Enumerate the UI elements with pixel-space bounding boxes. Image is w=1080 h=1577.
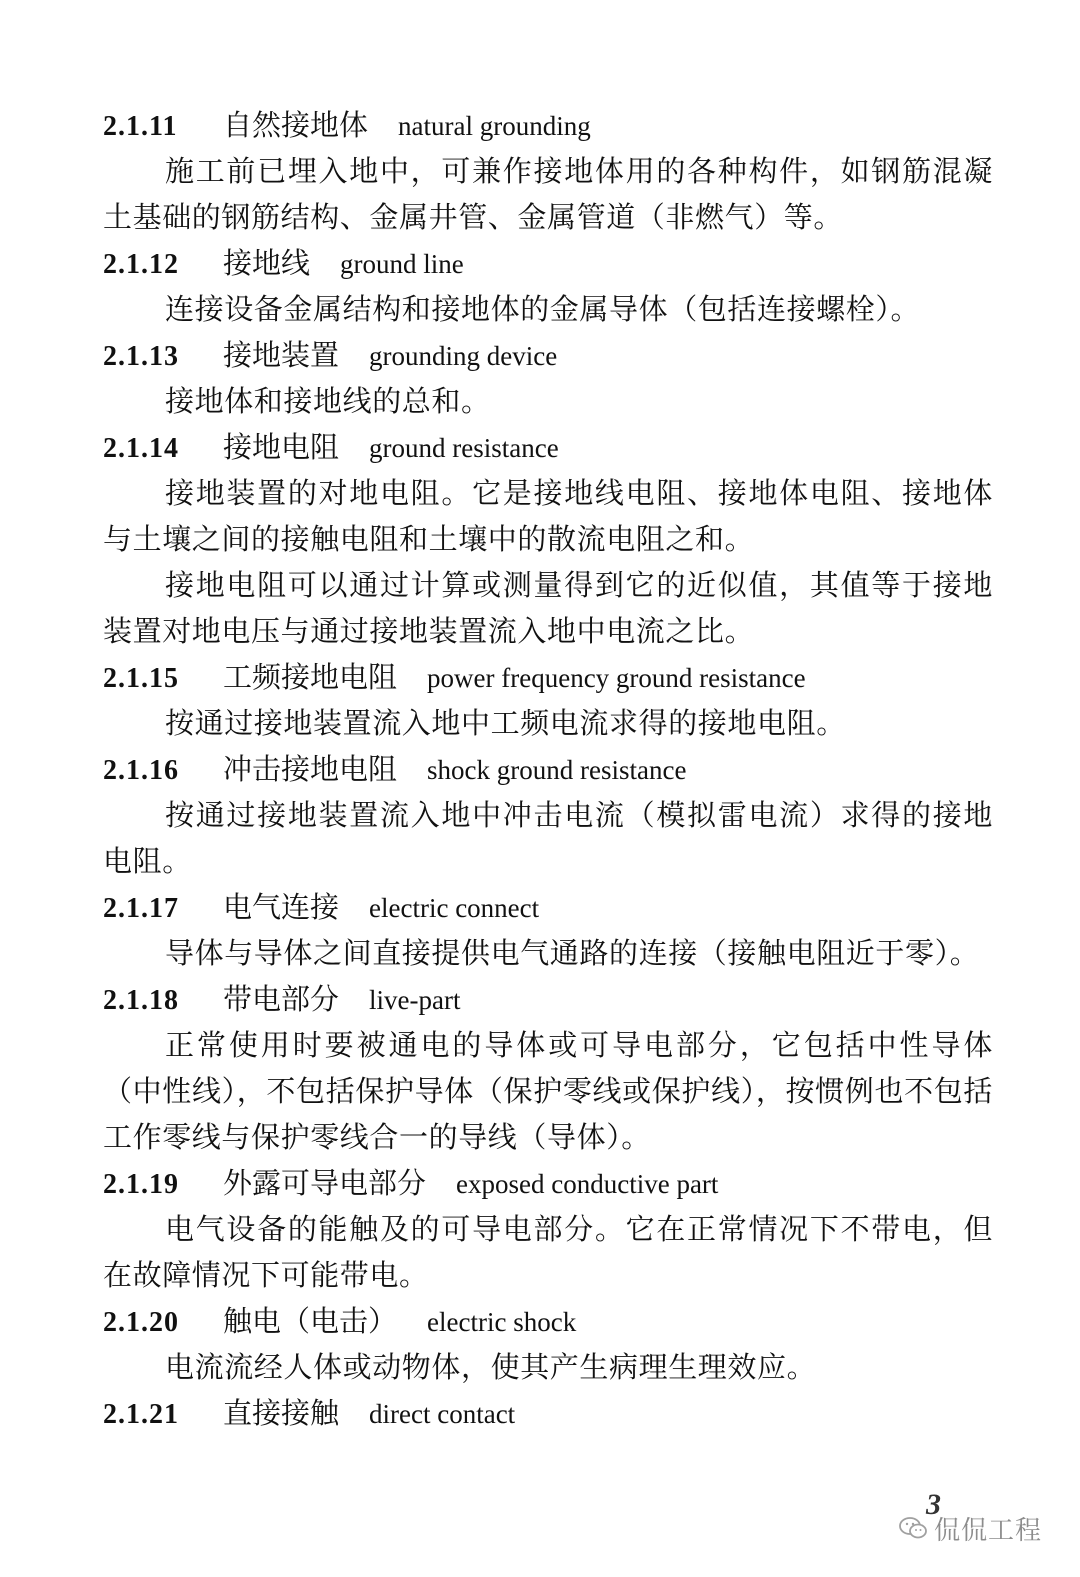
term-heading bbox=[103, 1298, 993, 1344]
term-number: 2.1.19 bbox=[103, 1169, 179, 1200]
term-number: 2.1.13 bbox=[103, 341, 179, 372]
term-heading bbox=[103, 424, 993, 470]
term-number: 2.1.21 bbox=[103, 1399, 179, 1430]
term-chinese: 带电部分 bbox=[223, 982, 340, 1016]
term-english: ground line bbox=[340, 249, 464, 279]
watermark-text: 侃侃工程 bbox=[934, 1515, 1043, 1546]
term-chinese: 接地电阻 bbox=[223, 430, 340, 464]
term-heading bbox=[103, 654, 993, 700]
term-definition: 接地体和接地线的总和。 bbox=[165, 384, 491, 418]
term-definition: 连接设备金属结构和接地体的金属导体（包括连接螺栓）。 bbox=[165, 292, 921, 326]
term-english: electric shock bbox=[427, 1307, 577, 1337]
term-english: exposed conductive part bbox=[456, 1169, 719, 1199]
term-heading bbox=[103, 240, 993, 286]
term-chinese: 外露可导电部分 bbox=[223, 1166, 427, 1200]
term-heading bbox=[103, 976, 993, 1022]
term-heading bbox=[103, 746, 993, 792]
term-number: 2.1.14 bbox=[103, 433, 179, 464]
term-chinese: 接地线 bbox=[223, 246, 311, 280]
term-heading bbox=[103, 102, 993, 148]
term-chinese: 冲击接地电阻 bbox=[223, 752, 398, 786]
term-english: live-part bbox=[369, 985, 461, 1015]
term-number: 2.1.17 bbox=[103, 893, 179, 924]
term-definition: 按通过接地装置流入地中冲击电流（模拟雷电流）求得的接地电阻。 bbox=[103, 798, 993, 878]
term-number: 2.1.12 bbox=[103, 249, 179, 280]
term-chinese: 接地装置 bbox=[223, 338, 340, 372]
term-english: natural grounding bbox=[398, 111, 591, 141]
term-definition: 施工前已埋入地中，可兼作接地体用的各种构件，如钢筋混凝土基础的钢筋结构、金属井管、金属管道（非燃气）等。 bbox=[103, 154, 993, 234]
term-number: 2.1.11 bbox=[103, 111, 178, 142]
term-heading bbox=[103, 884, 993, 930]
term-heading bbox=[103, 1160, 993, 1206]
term-english: electric connect bbox=[369, 893, 540, 923]
term-definition: 正常使用时要被通电的导体或可导电部分，它包括中性导体（中性线），不包括保护导体（保护零线或保护线），按惯例也不包括工作零线与保护零线合一的导线（导体）。 bbox=[103, 1028, 993, 1154]
term-english: direct contact bbox=[369, 1399, 516, 1429]
watermark bbox=[898, 1508, 1042, 1548]
term-english: shock ground resistance bbox=[427, 755, 687, 785]
term-chinese: 电气连接 bbox=[223, 890, 340, 924]
term-definition: 导体与导体之间直接提供电气通路的连接（接触电阻近于零）。 bbox=[165, 936, 980, 970]
term-number: 2.1.18 bbox=[103, 985, 179, 1016]
term-chinese: 触电（电击） bbox=[223, 1304, 398, 1338]
wechat-icon bbox=[898, 1515, 928, 1541]
term-definition: 接地电阻可以通过计算或测量得到它的近似值，其值等于接地装置对地电压与通过接地装置流入地中电流之比。 bbox=[103, 568, 993, 648]
term-list bbox=[103, 102, 993, 1436]
page-number: 3 bbox=[926, 1488, 941, 1521]
term-english: grounding device bbox=[369, 341, 558, 371]
term-definition: 电气设备的能触及的可导电部分。它在正常情况下不带电，但在故障情况下可能带电。 bbox=[103, 1212, 993, 1292]
term-chinese: 直接接触 bbox=[223, 1396, 340, 1430]
term-definition: 接地装置的对地电阻。它是接地线电阻、接地体电阻、接地体与土壤之间的接触电阻和土壤中的散流电阻之和。 bbox=[103, 476, 993, 556]
term-definition: 电流流经人体或动物体，使其产生病理生理效应。 bbox=[165, 1350, 817, 1384]
term-english: power frequency ground resistance bbox=[427, 663, 806, 693]
term-number: 2.1.20 bbox=[103, 1307, 179, 1338]
term-number: 2.1.15 bbox=[103, 663, 179, 694]
term-definition: 按通过接地装置流入地中工频电流求得的接地电阻。 bbox=[165, 706, 846, 740]
term-english: ground resistance bbox=[369, 433, 559, 463]
term-number: 2.1.16 bbox=[103, 755, 179, 786]
term-heading bbox=[103, 1390, 993, 1436]
term-heading bbox=[103, 332, 993, 378]
term-chinese: 自然接地体 bbox=[223, 108, 369, 142]
term-chinese: 工频接地电阻 bbox=[223, 660, 398, 694]
